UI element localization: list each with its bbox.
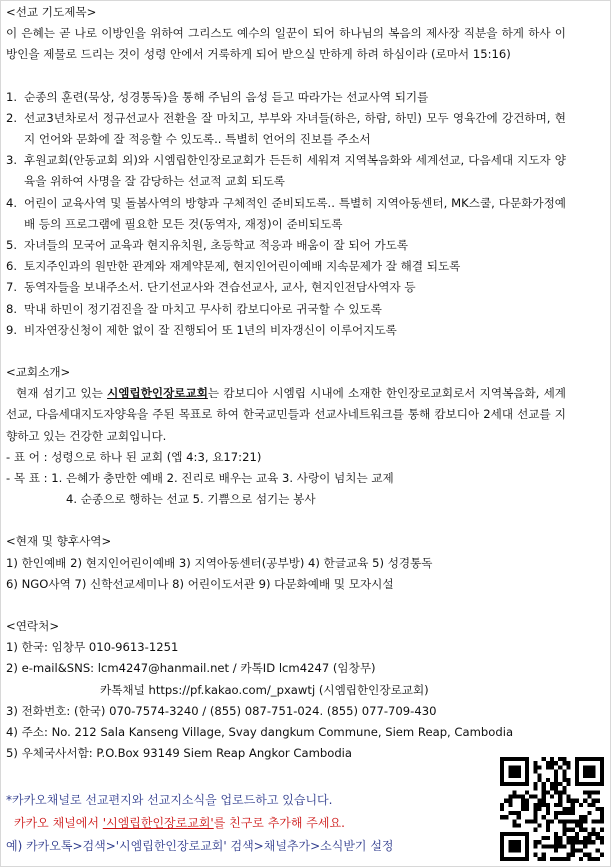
church-intro: 현재 섬기고 있는 시엠립한인장로교회는 캄보디아 시엠립 시내에 소재한 한인장로교회로서 지역복음화, 세계선교, 다음세대지도자양육을 주된 목표로 하여 한국교민들과 선교사네트워크를 통해 캄보디아 2세대 선교를 지향하고 있는 건강한 교회입니다.	[6, 386, 566, 443]
church-goals-line1: - 목 표 : 1. 은혜가 충만한 예배 2. 진리로 배우는 교육 3. 사랑이 넘치는 교제	[6, 471, 394, 486]
prayer-item: 2. 선교3년차로서 정규선교사 전환을 잘 마치고, 부부와 자녀들(하은, 하람, 하민) 모두 영육간에 강건하며, 현지 언어와 문화에 잘 적응할 수 있도록.. 특별히 언어의 진보를 주소서	[6, 110, 566, 147]
kakao-notice	[6, 789, 486, 858]
church-title: <교회소개>	[6, 365, 71, 380]
prayer-verse: 이 은혜는 곧 나로 이방인을 위하여 그리스도 예수의 일꾼이 되어 하나님의 복음의 제사장 직분을 하게 하사 이방인을 제물로 드리는 것이 성령 안에서 거룩하게 되어 받으실 만하게 하려 하심이라 (로마서 15:16)	[6, 26, 566, 62]
church-motto: - 표 어 : 성령으로 하나 된 교회 (엡 4:3, 요17:21)	[6, 449, 262, 464]
ministry-line1: 1) 한인예배 2) 현지인어린이예배 3) 지역아동센터(공부방) 4) 한글교육 5) 성경통독	[6, 555, 433, 570]
contact-korea: 1) 한국: 임창무 010-9613-1251	[6, 640, 179, 655]
prayer-title: <선교 기도제목>	[6, 5, 97, 19]
qr-code-icon[interactable]	[500, 757, 604, 861]
church-goals-line2: 4. 순종으로 행하는 선교 5. 기쁨으로 섬기는 봉사	[66, 492, 316, 507]
contact-po-box: 5) 우체국사서함: P.O.Box 93149 Siem Reap Angkor Cambodia	[6, 746, 353, 761]
church-name: 시엠립한인장로교회	[107, 386, 208, 401]
ministry-title: <현재 및 향후사역>	[6, 534, 112, 549]
kakao-notice-line3: 예) 카카오톡>검색>'시엠립한인장로교회' 검색>채널추가>소식받기 설정	[6, 839, 394, 853]
kakao-notice-line2: 카카오 채널에서 '시엠립한인장로교회'를 친구로 추가해 주세요.	[14, 816, 345, 830]
ministry-line2: 6) NGO사역 7) 신학선교세미나 8) 어린이도서관 9) 다문화예배 및 모자시설	[6, 576, 394, 591]
document-body	[6, 2, 566, 765]
prayer-item: 8. 막내 하민이 정기검진을 잘 마치고 무사히 캄보디아로 귀국할 수 있도록	[6, 301, 382, 316]
prayer-item: 6. 토지주인과의 원만한 관계와 재계약문제, 현지인어린이예배 지속문제가 잘 해결 되도록	[6, 259, 461, 274]
prayer-item: 9. 비자연장신청이 제한 없이 잘 진행되어 또 1년의 비자갱신이 이루어지도록	[6, 322, 397, 337]
contact-kakao-channel: 카톡채널 https://pf.kakao.com/_pxawtj (시엠립한인장로교회)	[100, 682, 429, 697]
prayer-item: 1. 순종의 훈련(묵상, 성경통독)을 통해 주님의 음성 듣고 따라가는 선교사역 되기를	[6, 89, 429, 104]
kakao-notice-line1: *카카오채널로 선교편지와 선교지소식을 업로드하고 있습니다.	[6, 793, 333, 807]
prayer-item: 7. 동역자들을 보내주소서. 단기선교사와 견습선교사, 교사, 현지인전담사역자 등	[6, 280, 416, 295]
contact-address: 4) 주소: No. 212 Sala Kanseng Village, Svay dangkum Commune, Siem Reap, Cambodia	[6, 725, 514, 740]
prayer-item: 4. 어린이 교육사역 및 돌봄사역의 방향과 구체적인 준비되도록.. 특별히 지역아동센터, MK스쿨, 다문화가정예배 등의 프로그램에 필요한 모든 것(동역자, 재정)이 준비되도록	[6, 195, 566, 231]
contact-email: 2) e-mail&SNS: lcm4247@hanmail.net / 카톡ID lcm4247 (임창무)	[6, 661, 376, 676]
kakao-channel-name: '시엠립한인장로교회'	[102, 816, 214, 830]
prayer-list	[6, 87, 566, 341]
prayer-item: 3. 후원교회(안동교회 외)와 시엠립한인장로교회가 든든히 세워져 지역복음화와 세계선교, 다음세대 지도자 양육을 위하여 사명을 잘 감당하는 선교적 교회 되도록	[6, 153, 566, 189]
contact-title: <연락처>	[6, 619, 60, 634]
contact-phone: 3) 전화번호: (한국) 070-7574-3240 / (855) 087-751-024. (855) 077-709-430	[6, 703, 437, 718]
prayer-item: 5. 자녀들의 모국어 교육과 현지유치원, 초등학교 적응과 배움이 잘 되어 가도록	[6, 238, 409, 253]
